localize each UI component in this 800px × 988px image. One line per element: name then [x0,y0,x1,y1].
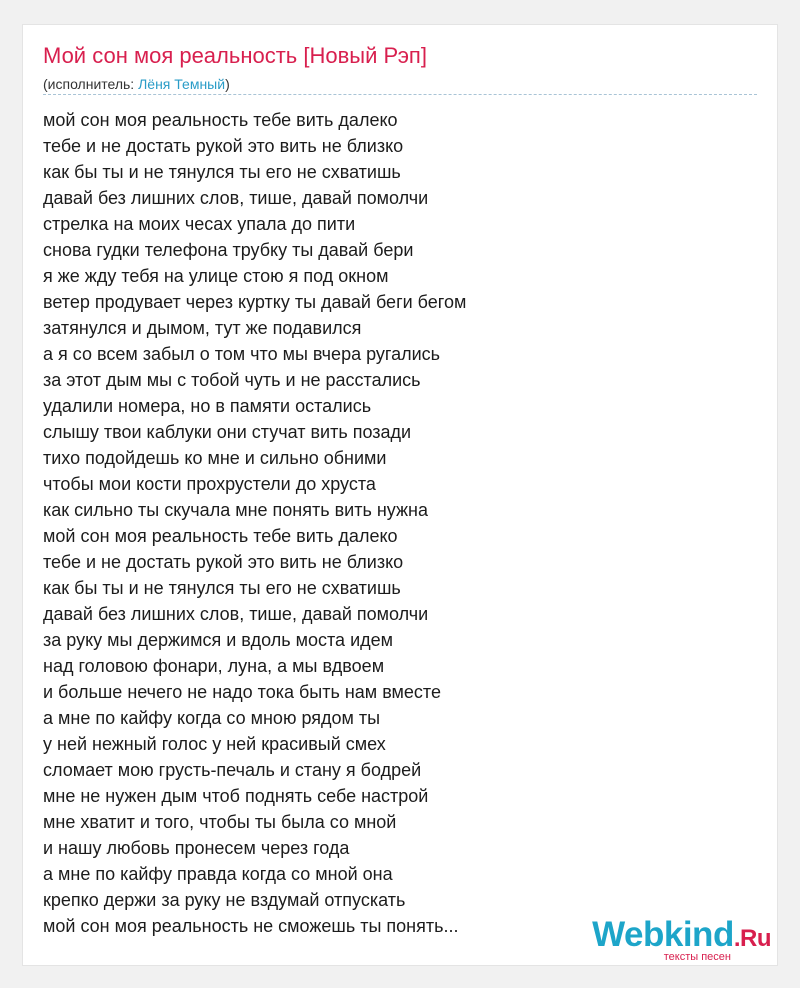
lyric-line: над головою фонари, луна, а мы вдвоем [43,656,385,676]
lyric-line: стрелка на моих чесах упала до пити [43,214,356,234]
lyric-line: давай без лишних слов, тише, давай помолчи [43,604,429,624]
lyric-line: а мне по кайфу когда со мною рядом ты [43,708,381,728]
lyric-line: а я со всем забыл о том что мы вчера ругались [43,344,441,364]
lyric-line: чтобы мои кости прохрустели до хруста [43,474,376,494]
lyric-line: давай без лишних слов, тише, давай помолчи [43,188,429,208]
lyric-line: как бы ты и не тянулся ты его не схватишь [43,578,401,598]
lyric-line: затянулся и дымом, тут же подавился [43,318,362,338]
lyric-line: у ней нежный голос у ней красивый смех [43,734,386,754]
lyric-line: слышу твои каблуки они стучат вить позади [43,422,412,442]
lyric-line: мой сон моя реальность тебе вить далеко [43,526,398,546]
lyrics-text [43,107,466,939]
artist-suffix: ) [225,76,230,92]
logo-brand: Webkind [592,915,734,954]
dashed-divider [43,94,757,95]
lyric-line: и больше нечего не надо тока быть нам вместе [43,682,441,702]
lyric-line: мой сон моя реальность тебе вить далеко [43,110,398,130]
lyric-line: тебе и не достать рукой это вить не близко [43,552,404,572]
lyric-line: тихо подойдешь ко мне и сильно обними [43,448,387,468]
song-title: Мой сон моя реальность [Новый Рэп] [43,43,427,68]
lyric-line: за руку мы держимся и вдоль моста идем [43,630,394,650]
lyric-line: мне хватит и того, чтобы ты была со мной [43,812,397,832]
lyrics-card [22,24,778,966]
lyric-line: ветер продувает через куртку ты давай беги бегом [43,292,467,312]
lyric-line: а мне по кайфу правда когда со мной она [43,864,393,884]
lyric-line: крепко держи за руку не вздумай отпускать [43,890,406,910]
lyric-line: снова гудки телефона трубку ты давай бери [43,240,414,260]
artist-prefix: (исполнитель: [43,76,139,92]
artist-line [43,76,230,92]
artist-link[interactable]: Лёня Темный [138,76,226,92]
lyric-line: тебе и не достать рукой это вить не близко [43,136,404,156]
logo-tagline: тексты песен [663,951,731,963]
lyric-line: сломает мою грусть-печаль и стану я бодрей [43,760,422,780]
lyric-line: и нашу любовь пронесем через года [43,838,350,858]
lyric-line: удалили номера, но в памяти остались [43,396,372,416]
lyric-line: за этот дым мы с тобой чуть и не расстались [43,370,421,390]
lyric-line: я же жду тебя на улице стою я под окном [43,266,389,286]
webkind-logo[interactable] [592,917,771,963]
lyric-line: как бы ты и не тянулся ты его не схватишь [43,162,401,182]
lyric-line: мне не нужен дым чтоб поднять себе настрой [43,786,429,806]
lyric-line: мой сон моя реальность не сможешь ты понять... [43,916,459,936]
lyric-line: как сильно ты скучала мне понять вить нужна [43,500,428,520]
logo-tld: .Ru [733,925,771,952]
